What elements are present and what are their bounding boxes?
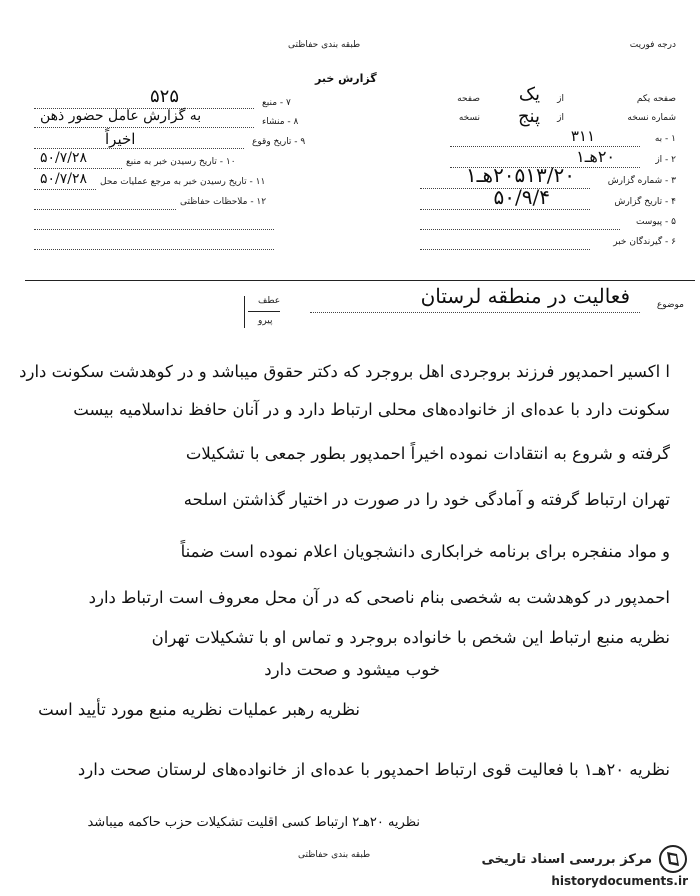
body-line: ا اکسیر احمدپور فرزند بروجردی اهل بروجرد که دکتر حقوق میباشد و در کوهدشت سکونت دارد <box>19 362 670 381</box>
field-label: ۲ - از <box>655 155 676 165</box>
field-label: ۱۲ - ملاحظات حفاظتی <box>180 197 267 207</box>
reference-bracket <box>244 296 245 328</box>
classification-label: طبقه بندی حفاظتی <box>288 40 361 50</box>
field-value: ۳۱۱ <box>570 127 595 145</box>
field-label: ۳ - شماره گزارش <box>607 176 676 186</box>
of-label-2: از <box>557 113 564 123</box>
report-title: گزارش خبر <box>315 72 377 85</box>
watermark <box>482 844 689 888</box>
dotted-line <box>34 229 274 230</box>
field-label: شماره نسخه <box>627 113 676 123</box>
field-value: ۵۲۵ <box>150 86 180 107</box>
body-line: گرفته و شروع به انتقادات نموده اخیراً احمدپور بطور جمعی با تشکیلات <box>185 444 670 463</box>
subject-value: فعالیت در منطقه لرستان <box>420 284 630 308</box>
pages-value: یک <box>518 84 540 105</box>
body-line: تهران ارتباط گرفته و آمادگی خود را در صورت در اختیار گذاشتن اسلحه <box>183 490 670 509</box>
footer-classification-label: طبقه بندی حفاظتی <box>298 850 371 860</box>
field-label: ۱ - به <box>654 134 676 144</box>
dotted-line <box>34 127 254 128</box>
body-line: خوب میشود و صحت دارد <box>264 660 440 679</box>
copies-value: پنج <box>517 106 540 127</box>
field-label: ۶ - گیرندگان خبر <box>613 237 676 247</box>
field-label: ۴ - تاریخ گزارش <box>614 197 676 207</box>
field-label: ۷ - منبع <box>262 98 291 108</box>
dotted-line <box>34 148 244 149</box>
field-value: به گزارش عامل حضور ذهن <box>40 108 202 124</box>
field-label: ۸ - منشاء <box>262 117 299 127</box>
body-line: و مواد منفجره برای برنامه خرابکاری دانشجویان اعلام نموده است ضمناً <box>180 542 670 561</box>
opinion-line: نظریه ۲۰هـ۱ با فعالیت قوی ارتباط احمدپور با عده‌ای از خانواده‌های لرستان صحت دارد <box>77 760 670 779</box>
dotted-line <box>420 229 620 230</box>
subject-label: موضوع <box>656 300 684 310</box>
header-divider <box>25 280 695 281</box>
peyro-label: پیرو <box>258 316 273 326</box>
body-line: احمدپور در کوهدشت به شخصی بنام ناصحی که در آن محل معروف است ارتباط دارد <box>88 588 670 607</box>
body-line: سکونت دارد با عده‌ای از خانواده‌های محلی ارتباط دارد و در آنان حافظ نداسلامیه بیست <box>73 400 670 419</box>
dotted-line <box>310 312 640 313</box>
field-label: ۵ - پیوست <box>635 217 676 227</box>
dotted-line <box>420 249 590 250</box>
field-value: ۵۰/۷/۲۸ <box>40 171 88 187</box>
field-value: ۵۰/۹/۴ <box>493 185 550 209</box>
field-label: ۱۰ - تاریخ رسیدن خبر به منبع <box>126 157 236 167</box>
watermark-url: historydocuments.ir <box>551 874 688 888</box>
pages-label: صفحه <box>457 94 480 104</box>
opinion-line: نظریه رهبر عملیات نظریه منبع مورد تأیید است <box>38 700 360 719</box>
field-value: ۵۰/۷/۲۸ <box>40 150 88 166</box>
watermark-logo-icon <box>658 844 688 874</box>
atf-label: عطف <box>258 296 281 306</box>
field-value: ۲۰۵۱۳/۲۰هـ۱ <box>465 163 575 187</box>
field-label: ۹ - تاریخ وقوع <box>252 137 306 147</box>
field-label: ۱۱ - تاریخ رسیدن خبر به مرجع عملیات محل <box>100 177 266 187</box>
dotted-line <box>34 209 176 210</box>
watermark-name: مرکز بررسی اسناد تاریخی <box>481 851 652 867</box>
copies-label: نسخه <box>458 113 480 123</box>
dotted-line <box>34 249 274 250</box>
dotted-line <box>34 168 122 169</box>
dotted-line <box>420 209 590 210</box>
urgency-label: درجه فوریت <box>629 40 676 50</box>
opinion-line: نظریه ۲۰هـ۲ ارتباط کسی اقلیت تشکیلات حزب حاکمه میباشد <box>87 815 420 830</box>
dotted-line <box>34 189 96 190</box>
field-value: اخیراً <box>105 130 136 148</box>
field-label: صفحه یکم <box>636 94 676 104</box>
of-label: از <box>557 94 564 104</box>
field-value: ۲۰هـ۱ <box>576 147 615 166</box>
reference-divider <box>248 311 280 312</box>
body-line: نظریه منبع ارتباط این شخص با خانواده بروجرد و تماس او با تشکیلات تهران <box>151 628 670 647</box>
